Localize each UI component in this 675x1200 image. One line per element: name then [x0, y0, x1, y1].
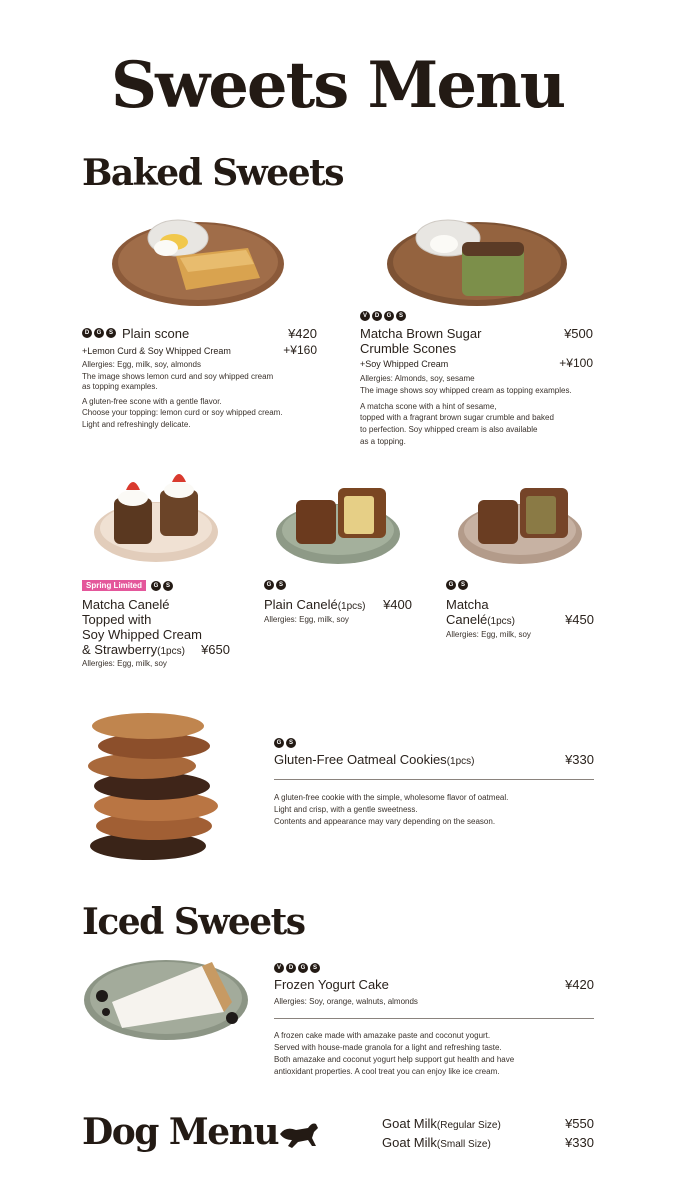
- matcha-canele-strawberry-allergies: Allergies: Egg, milk, soy: [82, 659, 167, 668]
- matcha-canele-price: ¥450: [565, 612, 594, 627]
- frozen-yogurt-cake-desc-2: Served with house-made granola for a light and refreshing taste.: [274, 1043, 502, 1052]
- matcha-canele-strawberry-qty: (1pcs): [157, 646, 185, 657]
- matcha-canele-strawberry-name-2: Topped with: [82, 612, 152, 627]
- oatmeal-cookies-price: ¥330: [565, 752, 594, 767]
- oatmeal-cookies-image: [82, 708, 232, 866]
- plain-scone-desc-1: A gluten-free scone with a gentle flavor.: [82, 397, 222, 406]
- dog-menu-item-1-size: (Regular Size): [436, 1120, 501, 1131]
- frozen-yogurt-cake-image: [82, 952, 252, 1042]
- matcha-canele-strawberry-name-4: [82, 642, 185, 659]
- oatmeal-cookies-badges: [274, 738, 296, 748]
- gluten-free-badge: G: [274, 738, 284, 748]
- plain-scone-allergies: Allergies: Egg, milk, soy, almonds: [82, 360, 202, 369]
- matcha-scone-allergies: Allergies: Almonds, soy, sesame: [360, 374, 475, 383]
- plain-scone-topping-price: +¥160: [283, 343, 317, 357]
- plain-scone-name: Plain scone: [122, 326, 190, 341]
- dog-menu-item-2-name-text: Goat Milk: [382, 1135, 437, 1150]
- plain-canele-name-text: Plain Canelé: [264, 597, 338, 612]
- oatmeal-cookies-desc-3: Contents and appearance may vary depending on the season.: [274, 817, 496, 826]
- matcha-scone-desc-1: A matcha scone with a hint of sesame,: [360, 402, 497, 411]
- dog-menu-item-1-name-text: Goat Milk: [382, 1116, 437, 1131]
- dog-menu-item-2-name: [382, 1135, 491, 1150]
- oatmeal-cookies-name-text: Gluten-Free Oatmeal Cookies: [274, 752, 447, 767]
- matcha-canele-badges: [446, 580, 468, 590]
- matcha-scone-name-line-2: Crumble Scones: [360, 341, 457, 356]
- page-title: Sweets Menu: [110, 48, 565, 123]
- dog-menu-item-1-price: ¥550: [565, 1116, 594, 1131]
- gluten-free-badge: G: [151, 581, 161, 591]
- plain-canele-price: ¥400: [383, 597, 412, 612]
- frozen-yogurt-cake-allergies: Allergies: Soy, orange, walnuts, almonds: [274, 997, 418, 1006]
- matcha-canele-image: [456, 482, 584, 568]
- matcha-scone-image: [382, 208, 572, 314]
- plain-scone-desc-3: Light and refreshingly delicate.: [82, 420, 191, 429]
- matcha-scone-desc-3: to perfection. Soy whipped cream is also available: [360, 425, 538, 434]
- matcha-canele-allergies: Allergies: Egg, milk, soy: [446, 630, 531, 639]
- matcha-scone-name-line-1: Matcha Brown Sugar: [360, 326, 482, 341]
- matcha-canele-strawberry-name-4-text: & Strawberry: [82, 642, 158, 657]
- oatmeal-cookies-name: [274, 752, 474, 769]
- spring-limited-label: Spring Limited: [82, 580, 146, 591]
- matcha-canele-strawberry-image: [92, 466, 220, 566]
- vegan-badge: V: [274, 963, 284, 973]
- gluten-free-badge: G: [446, 580, 456, 590]
- matcha-scone-topping-price: +¥100: [559, 356, 593, 370]
- matcha-canele-name-2-text: Canelé: [446, 612, 488, 627]
- plain-canele-badges: [264, 580, 286, 590]
- frozen-yogurt-cake-desc-3: Both amazake and coconut yogurt help support gut health and have: [274, 1055, 515, 1064]
- oatmeal-cookies-desc-1: A gluten-free cookie with the simple, wholesome flavor of oatmeal.: [274, 793, 509, 802]
- oatmeal-cookies-divider: [274, 779, 594, 780]
- sugar-badge: S: [396, 311, 406, 321]
- oatmeal-cookies-desc-2: Light and crisp, with a gentle sweetness.: [274, 805, 418, 814]
- plain-scone-note-1: The image shows lemon curd and soy whipped cream: [82, 372, 274, 381]
- dog-menu-item-1-name: [382, 1116, 501, 1131]
- running-dog-icon: [276, 1116, 320, 1150]
- plain-scone-price: ¥420: [288, 326, 317, 341]
- frozen-yogurt-cake-divider: [274, 1018, 594, 1019]
- plain-scone-badges: [82, 328, 116, 338]
- matcha-canele-qty: (1pcs): [487, 616, 515, 627]
- frozen-yogurt-cake-desc-1: A frozen cake made with amazake paste and coconut yogurt.: [274, 1031, 491, 1040]
- plain-scone-desc-2: Choose your topping: lemon curd or soy whipped cream.: [82, 408, 283, 417]
- matcha-canele-name-1: Matcha: [446, 597, 489, 612]
- vegan-badge: V: [360, 311, 370, 321]
- matcha-canele-strawberry-price: ¥650: [201, 642, 230, 657]
- dairy-free-badge: D: [82, 328, 92, 338]
- sugar-badge: S: [163, 581, 173, 591]
- matcha-scone-price: ¥500: [564, 326, 593, 341]
- plain-canele-image: [274, 482, 402, 568]
- matcha-scone-topping: +Soy Whipped Cream: [360, 359, 449, 369]
- plain-canele-name: [264, 597, 366, 614]
- matcha-scone-badges: [360, 311, 406, 321]
- matcha-scone-note: The image shows soy whipped cream as topping examples.: [360, 386, 572, 395]
- gluten-free-badge: G: [298, 963, 308, 973]
- gluten-free-badge: G: [94, 328, 104, 338]
- oatmeal-cookies-qty: (1pcs): [446, 756, 475, 767]
- plain-scone-note-2: as topping examples.: [82, 382, 158, 391]
- sugar-badge: S: [286, 738, 296, 748]
- matcha-canele-strawberry-badges: [82, 580, 173, 591]
- plain-canele-allergies: Allergies: Egg, milk, soy: [264, 615, 349, 624]
- dairy-free-badge: D: [372, 311, 382, 321]
- matcha-scone-desc-4: as a topping.: [360, 437, 406, 446]
- gluten-free-badge: G: [384, 311, 394, 321]
- sugar-badge: S: [310, 963, 320, 973]
- frozen-yogurt-cake-desc-4: antioxidant properties. A cool treat you can enjoy like ice cream.: [274, 1067, 500, 1076]
- plain-canele-qty: (1pcs): [337, 601, 366, 612]
- section-title-baked: Baked Sweets: [82, 152, 343, 194]
- frozen-yogurt-cake-badges: [274, 963, 320, 973]
- gluten-free-badge: G: [264, 580, 274, 590]
- section-title-iced: Iced Sweets: [82, 901, 305, 943]
- sugar-badge: S: [106, 328, 116, 338]
- section-title-dog: Dog Menu: [82, 1111, 279, 1153]
- dog-menu-item-2-price: ¥330: [565, 1135, 594, 1150]
- dairy-free-badge: D: [286, 963, 296, 973]
- sugar-badge: S: [276, 580, 286, 590]
- matcha-scone-desc-2: topped with a fragrant brown sugar crumble and baked: [360, 413, 554, 422]
- sugar-badge: S: [458, 580, 468, 590]
- matcha-canele-strawberry-name-3: Soy Whipped Cream: [82, 627, 202, 642]
- matcha-canele-strawberry-name-1: Matcha Canelé: [82, 597, 170, 612]
- frozen-yogurt-cake-price: ¥420: [565, 977, 594, 992]
- dog-menu-item-2-size: (Small Size): [436, 1139, 491, 1150]
- matcha-canele-name-2: [446, 612, 515, 629]
- frozen-yogurt-cake-name: Frozen Yogurt Cake: [274, 977, 389, 992]
- plain-scone-topping: +Lemon Curd & Soy Whipped Cream: [82, 346, 231, 356]
- plain-scone-image: [108, 208, 290, 314]
